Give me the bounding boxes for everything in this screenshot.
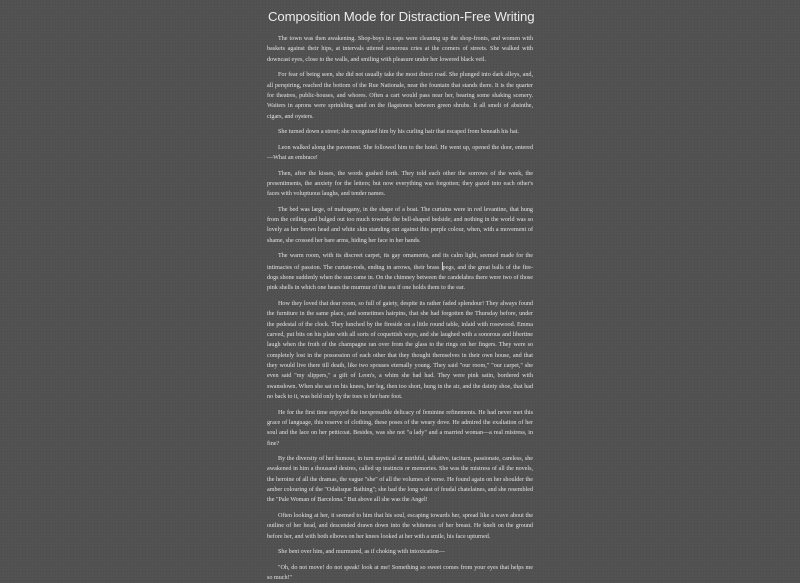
text-after-cursor: pegs, and the great balls of the fire-dogs shone suddenly when the sun came in. On the chimney between the candelabra there were two of those pink shells in which one hears the murmur of the sea if one holds them to the ear.	[267, 264, 533, 292]
paragraph[interactable]: "Oh, do not move! do not speak! look at me! Something so sweet comes from your eyes that helps me so much!"	[267, 564, 533, 582]
paragraph[interactable]: The town was then awakening. Shop-boys in caps were cleaning up the shop-fronts, and women with baskets against their hips, at intervals uttered sonorous cries at the corners of streets. She walked with downcast eyes, close to the walls, and smiling with pleasure under her lowered black veil.	[267, 36, 533, 63]
paragraph[interactable]: Leon walked along the pavement. She followed him to the hotel. He went up, opened the door, entered—What an embrace!	[267, 144, 533, 161]
paragraph[interactable]: Then, after the kisses, the words gushed forth. They told each other the sorrows of the week, the presentiments, the anxiety for the letters; but now everything was forgotten; they gazed into each other's faces with voluptuous laughs, and tender names.	[267, 170, 533, 198]
paragraph-with-cursor[interactable]	[267, 251, 533, 293]
paragraph[interactable]: By the diversity of her humour, in turn mystical or mirthful, talkative, taciturn, passionate, careless, she awakened in him a thousand desires, called up instincts or memories. She was the mistress of all the novels, the heroine of all the dramas, the vague "she" of all the volumes of verse. He found again on her shoulder the amber colouring of the "Odalisque Bathing"; she had the long waist of feudal chatelaines, and she resembled the "Pale Woman of Barcelona." But above all she was the Angel!	[267, 456, 533, 504]
paragraph[interactable]: How they loved that dear room, so full of gaiety, despite its rather faded splendour! They always found the furniture in the same place, and sometimes hairpins, that she had forgotten the Thursday before, under the pedestal of the clock. They lunched by the fireside on a little round table, inlaid with rosewood. Emma carved, put bits on his plate with all sorts of coquettish ways, and she laughed with a sonorous and libertine laugh when the froth of the champagne ran over from the glass to the rings on her fingers. They were so completely lost in the possession of each other that they thought themselves in their own house, and that they would live there till death, like two spouses eternally young. They said "our room," "our carpet," she even said "my slippers," a gift of Leon's, a whim she had had. They were pink satin, bordered with swansdown. When she sat on his knees, her leg, then too short, hung in the air, and the dainty shoe, that had no back to it, was held only by the toes to her bare foot.	[267, 300, 533, 400]
page-title: Composition Mode for Distraction-Free Writing	[268, 9, 535, 24]
document-body[interactable]	[267, 34, 533, 583]
paragraph[interactable]: For fear of being seen, she did not usually take the most direct road. She plunged into dark alleys, and, all perspiring, reached the bottom of the Rue Nationale, near the fountain that stands there. It is the quarter for theatres, public-houses, and whores. Often a cart would pass near her, bearing some shaking scenery. Waiters in aprons were sprinkling sand on the flagstones between green shrubs. It all smelt of absinthe, cigars, and oysters.	[267, 72, 533, 120]
paragraph[interactable]: He for the first time enjoyed the inexpressible delicacy of feminine refinements. He had never met this grace of language, this reserve of clothing, these poses of the weary dove. He admired the exaltation of her soul and the lace on her petticoat. Besides, was she not "a lady" and a married woman—a real mistress, in fine?	[267, 409, 533, 447]
paragraph[interactable]: She bent over him, and murmured, as if choking with intoxication—	[278, 549, 445, 556]
text-before-cursor: The warm room, with its discreet carpet, its gay ornaments, and its calm light, seemed made for the intimacies of passion. The curtain-rods, ending in arrows, their brass	[267, 253, 533, 271]
composition-editor[interactable]	[267, 0, 535, 582]
paragraph[interactable]: The bed was large, of mahogany, in the shape of a boat. The curtains were in red levantine, that hung from the ceiling and bulged out too much towards the bell-shaped bedside; and nothing in the world was so lovely as her brown head and white skin standing out against this purple colour, when, with a movement of shame, she crossed her bare arms, hiding her face in her hands.	[267, 206, 533, 244]
paragraph[interactable]: Often looking at her, it seemed to him that his soul, escaping towards her, spread like a wave about the outline of her head, and descended drawn down into the whiteness of her breast. He knelt on the ground before her, and with both elbows on her knees looked at her with a smile, his face upturned.	[267, 512, 533, 540]
paragraph[interactable]: She turned down a street; she recognised him by his curling hair that escaped from beneath his hat.	[278, 129, 519, 136]
